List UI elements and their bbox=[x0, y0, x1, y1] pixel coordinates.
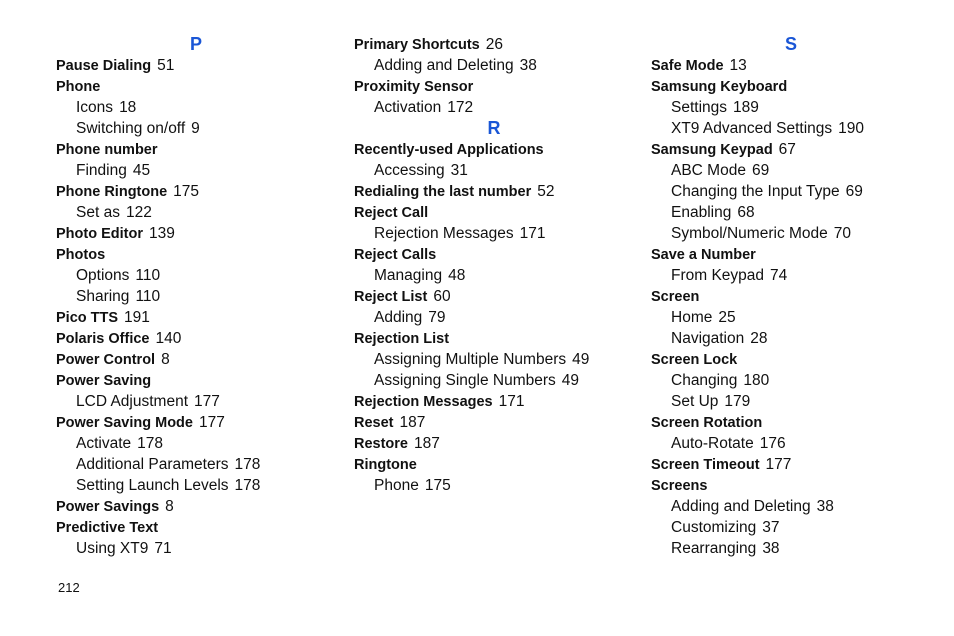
index-subentry bbox=[56, 538, 336, 559]
index-entry bbox=[354, 202, 634, 223]
index-subentry bbox=[354, 307, 634, 328]
index-subentry bbox=[56, 202, 336, 223]
section-letter: R bbox=[487, 118, 501, 138]
entry-page-ref: 191 bbox=[124, 309, 150, 326]
entry-page-ref: 172 bbox=[447, 99, 474, 116]
index-entry bbox=[354, 391, 634, 412]
section-letter: S bbox=[784, 34, 797, 54]
entry-page-ref: 122 bbox=[125, 204, 152, 221]
index-subentry bbox=[354, 55, 634, 76]
entry-page-ref: 177 bbox=[765, 456, 792, 473]
entry-page-ref: 28 bbox=[750, 330, 768, 347]
entry-page-ref: 52 bbox=[537, 183, 555, 200]
index-entry bbox=[651, 244, 931, 265]
index-subentry bbox=[56, 97, 336, 118]
entry-page-ref: 49 bbox=[561, 372, 580, 389]
index-subentry bbox=[56, 391, 336, 412]
index-column-1 bbox=[56, 34, 336, 559]
entry-page-ref: 37 bbox=[762, 519, 780, 536]
entry-page-ref: 171 bbox=[498, 393, 525, 410]
entry-page-ref: 18 bbox=[119, 99, 137, 116]
index-subentry bbox=[651, 223, 931, 244]
entry-page-ref: 8 bbox=[165, 498, 174, 515]
entry-term: Set as bbox=[76, 204, 120, 221]
entry-term: Polaris Office bbox=[56, 331, 150, 347]
entry-page-ref: 187 bbox=[399, 414, 426, 431]
entry-page-ref: 177 bbox=[194, 393, 220, 410]
page-number: 212 bbox=[58, 580, 80, 595]
index-entry bbox=[56, 307, 336, 328]
entry-term: Samsung Keypad bbox=[651, 142, 773, 158]
index-entry bbox=[354, 328, 634, 349]
entry-term: Power Saving bbox=[56, 373, 152, 389]
entry-page-ref: 189 bbox=[733, 99, 759, 116]
index-entry bbox=[56, 517, 336, 538]
index-entry bbox=[354, 412, 634, 433]
entry-term: Samsung Keyboard bbox=[651, 79, 788, 95]
entry-term: Using XT9 bbox=[76, 540, 149, 557]
entry-page-ref: 25 bbox=[718, 309, 736, 326]
index-subentry bbox=[651, 370, 931, 391]
index-subentry bbox=[354, 97, 634, 118]
index-entry bbox=[56, 496, 336, 517]
index-subentry bbox=[651, 496, 931, 517]
entry-term: Reject Calls bbox=[354, 247, 437, 263]
entry-term: Pico TTS bbox=[56, 310, 119, 326]
entry-page-ref: 69 bbox=[751, 162, 770, 179]
entry-page-ref: 139 bbox=[149, 225, 175, 242]
entry-page-ref: 68 bbox=[737, 204, 755, 221]
entry-term: Reject Call bbox=[354, 205, 429, 221]
index-column-2 bbox=[354, 34, 634, 496]
index-subentry bbox=[651, 97, 931, 118]
index-entry bbox=[56, 55, 336, 76]
entry-term: Adding and Deleting bbox=[374, 57, 514, 74]
entry-term: Predictive Text bbox=[56, 520, 159, 536]
entry-term: Screen Timeout bbox=[651, 457, 760, 473]
entry-term: Changing the Input Type bbox=[671, 183, 840, 200]
index-entry bbox=[354, 454, 634, 475]
index-entry bbox=[56, 244, 336, 265]
index-subentry bbox=[651, 517, 931, 538]
index-subentry bbox=[56, 286, 336, 307]
entry-term: Safe Mode bbox=[651, 58, 724, 74]
entry-term: Settings bbox=[671, 99, 728, 116]
index-subentry bbox=[56, 160, 336, 181]
entry-term: Recently-used Applications bbox=[354, 142, 544, 158]
entry-term: Rejection Messages bbox=[354, 394, 493, 410]
entry-page-ref: 178 bbox=[234, 477, 261, 494]
entry-term: XT9 Advanced Settings bbox=[671, 120, 833, 137]
index-entry bbox=[56, 412, 336, 433]
index-subentry bbox=[651, 202, 931, 223]
entry-term: Home bbox=[671, 309, 713, 326]
entry-page-ref: 177 bbox=[198, 414, 225, 431]
index-subentry bbox=[651, 307, 931, 328]
entry-term: Reject List bbox=[354, 289, 428, 305]
index-entry bbox=[56, 370, 336, 391]
entry-term: Sharing bbox=[76, 288, 130, 305]
entry-term: Restore bbox=[354, 436, 408, 452]
entry-term: Customizing bbox=[671, 519, 757, 536]
entry-term: Power Saving Mode bbox=[56, 415, 193, 431]
entry-term: Adding and Deleting bbox=[671, 498, 811, 515]
entry-page-ref: 178 bbox=[234, 456, 261, 473]
entry-term: Redialing the last number bbox=[354, 184, 532, 200]
index-subentry bbox=[56, 433, 336, 454]
index-subentry bbox=[651, 160, 931, 181]
entry-term: Rejection List bbox=[354, 331, 450, 347]
index-entry bbox=[354, 286, 634, 307]
index-subentry bbox=[651, 328, 931, 349]
entry-term: Phone bbox=[374, 477, 419, 494]
entry-page-ref: 70 bbox=[833, 225, 852, 242]
entry-page-ref: 110 bbox=[135, 267, 161, 284]
entry-page-ref: 31 bbox=[450, 162, 468, 179]
entry-page-ref: 178 bbox=[137, 435, 164, 452]
entry-page-ref: 179 bbox=[724, 393, 751, 410]
entry-term: Screens bbox=[651, 478, 708, 494]
index-entry bbox=[56, 223, 336, 244]
entry-page-ref: 187 bbox=[414, 435, 440, 452]
entry-page-ref: 71 bbox=[154, 540, 172, 557]
entry-term: Primary Shortcuts bbox=[354, 37, 480, 53]
entry-term: Phone Ringtone bbox=[56, 184, 168, 200]
entry-page-ref: 180 bbox=[743, 372, 770, 389]
entry-term: LCD Adjustment bbox=[76, 393, 188, 410]
index-subentry bbox=[56, 265, 336, 286]
entry-term: Power Savings bbox=[56, 499, 160, 515]
entry-term: Managing bbox=[374, 267, 443, 284]
index-entry bbox=[354, 244, 634, 265]
index-subentry bbox=[354, 160, 634, 181]
entry-term: Icons bbox=[76, 99, 114, 116]
entry-term: Power Control bbox=[56, 352, 156, 368]
entry-term: Options bbox=[76, 267, 130, 284]
entry-term: Auto-Rotate bbox=[671, 435, 754, 452]
entry-page-ref: 60 bbox=[433, 288, 451, 305]
entry-page-ref: 79 bbox=[428, 309, 446, 326]
index-subentry bbox=[354, 370, 634, 391]
entry-term: Photos bbox=[56, 247, 106, 263]
entry-term: Pause Dialing bbox=[56, 58, 152, 74]
entry-page-ref: 171 bbox=[519, 225, 546, 242]
index-subentry bbox=[56, 475, 336, 496]
entry-term: Ringtone bbox=[354, 457, 417, 473]
entry-page-ref: 38 bbox=[816, 498, 834, 515]
index-subentry bbox=[651, 433, 931, 454]
entry-term: Additional Parameters bbox=[76, 456, 229, 473]
index-entry bbox=[56, 349, 336, 370]
index-subentry bbox=[354, 349, 634, 370]
entry-page-ref: 74 bbox=[770, 267, 788, 284]
entry-page-ref: 175 bbox=[424, 477, 451, 494]
entry-page-ref: 9 bbox=[191, 120, 200, 137]
entry-page-ref: 176 bbox=[759, 435, 786, 452]
entry-term: Symbol/Numeric Mode bbox=[671, 225, 828, 242]
entry-term: Set Up bbox=[671, 393, 719, 410]
index-entry bbox=[354, 34, 634, 55]
index-subentry bbox=[354, 265, 634, 286]
entry-page-ref: 140 bbox=[155, 330, 182, 347]
index-entry bbox=[651, 139, 931, 160]
entry-page-ref: 38 bbox=[519, 57, 537, 74]
index-subentry bbox=[354, 475, 634, 496]
index-entry bbox=[354, 433, 634, 454]
index-entry bbox=[56, 328, 336, 349]
entry-page-ref: 67 bbox=[778, 141, 796, 158]
index-entry bbox=[651, 55, 931, 76]
entry-term: Rearranging bbox=[671, 540, 757, 557]
entry-term: Changing bbox=[671, 372, 738, 389]
index-entry bbox=[651, 286, 931, 307]
index-entry bbox=[354, 139, 634, 160]
index-entry bbox=[651, 412, 931, 433]
index-subentry bbox=[651, 391, 931, 412]
index-entry bbox=[651, 475, 931, 496]
section-letter: P bbox=[189, 34, 202, 54]
index-subentry bbox=[651, 118, 931, 139]
index-entry bbox=[651, 349, 931, 370]
entry-page-ref: 38 bbox=[762, 540, 780, 557]
entry-page-ref: 110 bbox=[135, 288, 161, 305]
entry-page-ref: 13 bbox=[729, 57, 747, 74]
entry-page-ref: 26 bbox=[485, 36, 503, 53]
index-subentry bbox=[56, 454, 336, 475]
entry-page-ref: 45 bbox=[132, 162, 151, 179]
entry-term: Enabling bbox=[671, 204, 732, 221]
index-subentry bbox=[56, 118, 336, 139]
entry-page-ref: 8 bbox=[161, 351, 170, 368]
entry-term: Accessing bbox=[374, 162, 445, 179]
index-entry bbox=[354, 181, 634, 202]
entry-term: Switching on/off bbox=[76, 120, 186, 137]
index-entry bbox=[56, 76, 336, 97]
entry-page-ref: 48 bbox=[448, 267, 466, 284]
entry-term: Screen bbox=[651, 289, 700, 305]
index-subentry bbox=[651, 265, 931, 286]
entry-page-ref: 51 bbox=[157, 57, 175, 74]
entry-term: Activation bbox=[374, 99, 442, 116]
entry-term: Assigning Single Numbers bbox=[374, 372, 556, 389]
entry-term: Adding bbox=[374, 309, 423, 326]
entry-page-ref: 190 bbox=[838, 120, 865, 137]
entry-page-ref: 49 bbox=[572, 351, 590, 368]
entry-term: Reset bbox=[354, 415, 394, 431]
entry-term: ABC Mode bbox=[671, 162, 746, 179]
entry-term: Proximity Sensor bbox=[354, 79, 474, 95]
entry-term: Phone bbox=[56, 79, 101, 95]
entry-term: Rejection Messages bbox=[374, 225, 514, 242]
entry-term: Screen Lock bbox=[651, 352, 738, 368]
entry-term: Phone number bbox=[56, 142, 158, 158]
entry-term: Photo Editor bbox=[56, 226, 143, 242]
index-entry bbox=[56, 181, 336, 202]
entry-term: Navigation bbox=[671, 330, 745, 347]
entry-term: Save a Number bbox=[651, 247, 756, 263]
entry-term: Activate bbox=[76, 435, 132, 452]
index-entry bbox=[56, 139, 336, 160]
entry-term: From Keypad bbox=[671, 267, 765, 284]
entry-page-ref: 175 bbox=[173, 183, 200, 200]
entry-term: Screen Rotation bbox=[651, 415, 763, 431]
index-subentry bbox=[651, 181, 931, 202]
entry-term: Finding bbox=[76, 162, 127, 179]
index-subentry bbox=[651, 538, 931, 559]
entry-page-ref: 69 bbox=[845, 183, 863, 200]
entry-term: Setting Launch Levels bbox=[76, 477, 229, 494]
index-entry bbox=[651, 76, 931, 97]
index-entry bbox=[354, 76, 634, 97]
index-subentry bbox=[354, 223, 634, 244]
index-column-3 bbox=[651, 34, 931, 559]
entry-term: Assigning Multiple Numbers bbox=[374, 351, 567, 368]
index-entry bbox=[651, 454, 931, 475]
